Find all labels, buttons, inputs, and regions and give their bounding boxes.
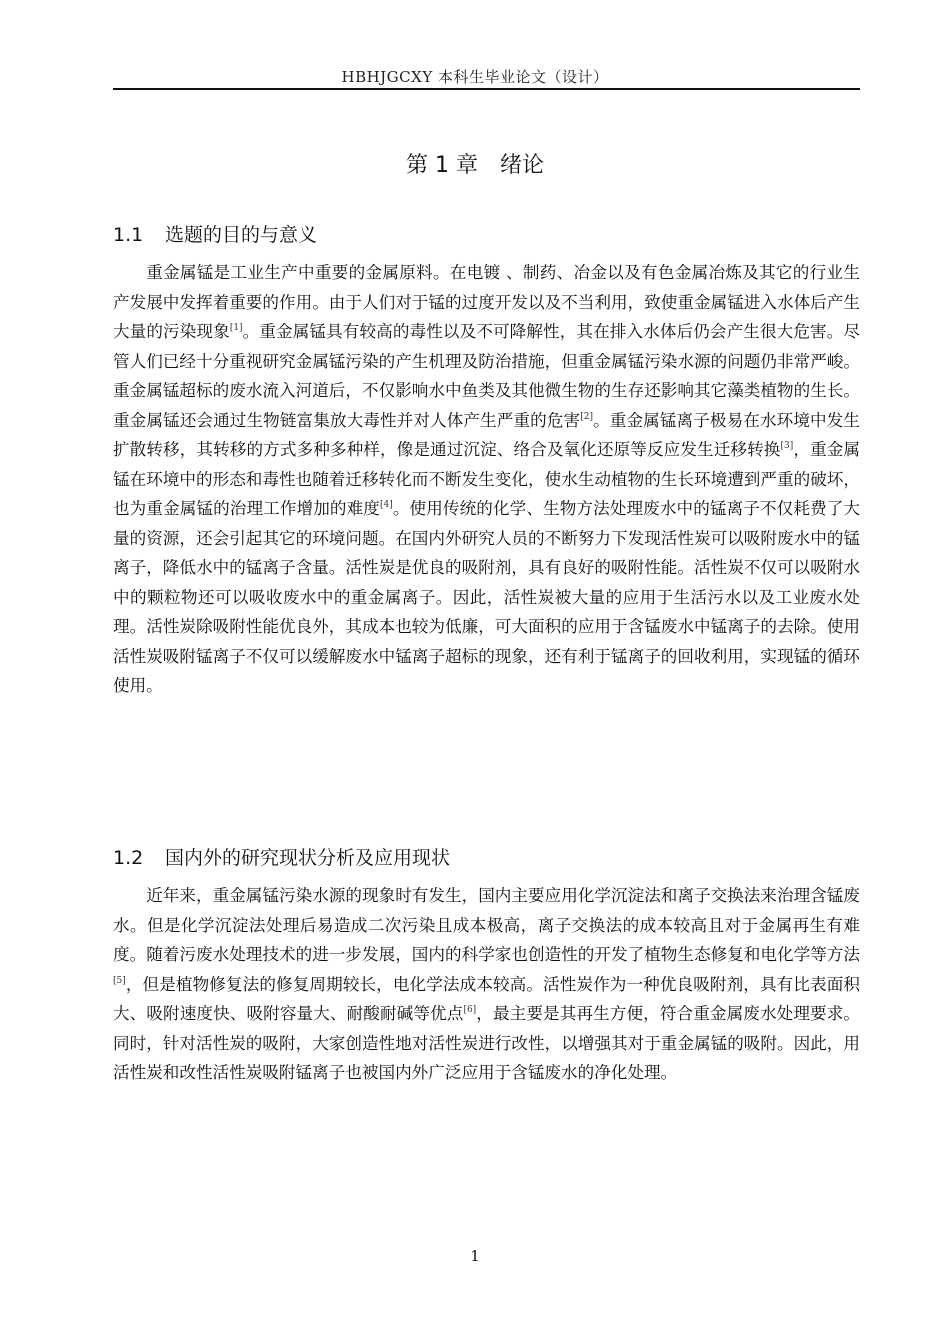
paragraph-text: 近年来，重金属锰污染水源的现象时有发生，国内主要应用化学沉淀法和离子交换法来治理含锰废水。但是化学沉淀法处理后易造成二次污染且成本极高，离子交换法的成本较高且对于金属再生有难度。随着污废水处理技术的进一步发展，国内的科学家也创造性的开发了植物生态修复和电化学等方法 xyxy=(113,886,860,964)
citation-2[interactable]: [2] xyxy=(580,411,593,422)
paragraph-text: ，重金属锰在环境中的形态和毒性也随着迁移转化而不断发生变化，使水生动植物的生长环境遭到严重的破坏，也为重金属锰的治理工作增加的难度 xyxy=(113,440,860,518)
section-title: 国内外的研究现状分析及应用现状 xyxy=(165,847,451,869)
section-number: 1.2 xyxy=(113,847,144,869)
paragraph-text: 。重金属锰具有较高的毒性以及不可降解性，其在排入水体后仍会产生很大危害。尽管人们已经十分重视研究金属锰污染的产生机理及防治措施，但重金属锰污染水源的问题仍非常严峻。重金属锰超标的废水流入河道后，不仅影响水中鱼类及其他微生物的生存还影响其它藻类植物的生长。重金属锰还会通过生物链富集放大毒性并对人体产生严重的危害 xyxy=(113,322,860,430)
citation-3[interactable]: [3] xyxy=(780,441,794,451)
section-title: 选题的目的与意义 xyxy=(165,224,318,246)
paragraph-text: ，最主要是其再生方便，符合重金属废水处理要求。同时，针对活性炭的吸附，大家创造性地对活性炭进行改性，以增强其对于重金属锰的吸附。因此，用活性炭和改性活性炭吸附锰离子也被国内外广泛应用于含锰废水的净化处理。 xyxy=(113,1004,860,1082)
page-number: 1 xyxy=(470,1247,480,1265)
citation-1[interactable]: [1] xyxy=(229,323,243,333)
citation-4[interactable]: [4] xyxy=(380,500,393,510)
section-1-1-paragraph xyxy=(113,258,860,701)
paragraph-text: ，但是植物修复法的修复周期较长，电化学法成本较高。活性炭作为一种优良吸附剂，具有比表面积大、吸附速度快、吸附容量大、耐酸耐碱等优点 xyxy=(113,974,860,1023)
section-heading-1-2 xyxy=(113,843,450,870)
section-1-2-paragraph xyxy=(113,881,860,1088)
citation-6[interactable]: [6] xyxy=(463,1005,477,1015)
citation-5[interactable]: [5] xyxy=(113,975,126,986)
paragraph-text: 重金属锰是工业生产中重要的金属原料。在电镀 、制药、冶金以及有色金属冶炼及其它的行业生产发展中发挥着重要的作用。由于人们对于锰的过度开发以及不当利用，致使重金属锰进入水体后产生大量的污染现象 xyxy=(113,263,860,341)
paragraph-text: 。使用传统的化学、生物方法处理废水中的锰离子不仅耗费了大量的资源，还会引起其它的环境问题。在国内外研究人员的不断努力下发现活性炭可以吸附废水中的锰离子，降低水中的锰离子含量。活性炭是优良的吸附剂，具有良好的吸附性能。活性炭不仅可以吸附水中的颗粒物还可以吸收废水中的重金属离子。因此，活性炭被大量的应用于生活污水以及工业废水处理。活性炭除吸附性能优良外，其成本也较为低廉，可大面积的应用于含锰废水中锰离子的去除。使用活性炭吸附锰离子不仅可以缓解废水中锰离子超标的现象，还有利于锰离子的回收利用，实现锰的循环使用。 xyxy=(113,499,860,695)
section-heading-1-1 xyxy=(113,220,317,247)
page-header-title: HBHJGCXY 本科生毕业论文（设计） xyxy=(341,68,609,86)
section-number: 1.1 xyxy=(113,224,144,246)
chapter-title: 第 1 章 绪论 xyxy=(406,153,544,178)
header-divider xyxy=(113,88,860,90)
paragraph-text: 。重金属锰离子极易在水环境中发生扩散转移，其转移的方式多种多种样，像是通过沉淀、络合及氧化还原等反应发生迁移转换 xyxy=(113,410,860,459)
